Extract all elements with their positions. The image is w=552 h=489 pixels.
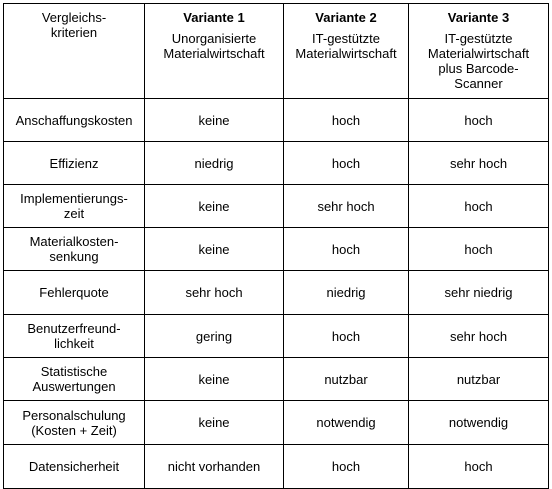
value-cell: keine <box>145 99 284 142</box>
table-row <box>4 99 549 142</box>
variant-2-title: Variante 2 <box>315 10 377 25</box>
value-cell: sehr hoch <box>409 142 549 185</box>
table-row <box>4 142 549 185</box>
value-cell: gering <box>145 315 284 358</box>
value-cell: notwendig <box>284 401 409 445</box>
table-row <box>4 445 549 489</box>
table-row <box>4 401 549 445</box>
criterion-cell: Implementierungs- zeit <box>4 185 145 228</box>
value-cell: nicht vorhanden <box>145 445 284 489</box>
variant-3-header <box>409 4 549 99</box>
variant-3-title: Variante 3 <box>447 10 510 25</box>
criterion-cell: Anschaffungskosten <box>4 99 145 142</box>
table-row <box>4 228 549 271</box>
value-cell: sehr niedrig <box>409 271 549 315</box>
value-cell: keine <box>145 228 284 271</box>
value-cell: nutzbar <box>284 358 409 401</box>
criterion-cell: Benutzerfreund- lichkeit <box>4 315 145 358</box>
table-row <box>4 185 549 228</box>
criteria-header-label: Vergleichs- kriterien <box>41 10 107 40</box>
value-cell: hoch <box>284 445 409 489</box>
variant-2-description: IT-gestützte Materialwirtschaft <box>295 31 397 61</box>
variant-1-header <box>145 4 284 99</box>
value-cell: hoch <box>284 99 409 142</box>
value-cell: keine <box>145 401 284 445</box>
value-cell: notwendig <box>409 401 549 445</box>
value-cell: hoch <box>409 99 549 142</box>
variant-2-header <box>284 4 409 99</box>
comparison-table <box>3 3 549 489</box>
criteria-header <box>4 4 145 99</box>
value-cell: sehr hoch <box>409 315 549 358</box>
value-cell: hoch <box>284 228 409 271</box>
value-cell: hoch <box>409 185 549 228</box>
value-cell: keine <box>145 358 284 401</box>
criterion-cell: Statistische Auswertungen <box>4 358 145 401</box>
table-row <box>4 358 549 401</box>
table-row <box>4 271 549 315</box>
value-cell: nutzbar <box>409 358 549 401</box>
criterion-cell: Materialkosten- senkung <box>4 228 145 271</box>
value-cell: sehr hoch <box>145 271 284 315</box>
table-header-row <box>4 4 549 99</box>
value-cell: niedrig <box>284 271 409 315</box>
table-row <box>4 315 549 358</box>
variant-1-description: Unorganisierte Materialwirtschaft <box>163 31 265 61</box>
criterion-cell: Effizienz <box>4 142 145 185</box>
criterion-cell: Personalschulung (Kosten + Zeit) <box>4 401 145 445</box>
criterion-cell: Datensicherheit <box>4 445 145 489</box>
value-cell: sehr hoch <box>284 185 409 228</box>
value-cell: hoch <box>284 142 409 185</box>
criterion-cell: Fehlerquote <box>4 271 145 315</box>
variant-3-description: IT-gestützte Materialwirtschaft plus Barcode- Scanner <box>427 31 530 91</box>
variant-1-title: Variante 1 <box>183 10 245 25</box>
value-cell: keine <box>145 185 284 228</box>
value-cell: hoch <box>409 228 549 271</box>
value-cell: hoch <box>409 445 549 489</box>
value-cell: niedrig <box>145 142 284 185</box>
value-cell: hoch <box>284 315 409 358</box>
